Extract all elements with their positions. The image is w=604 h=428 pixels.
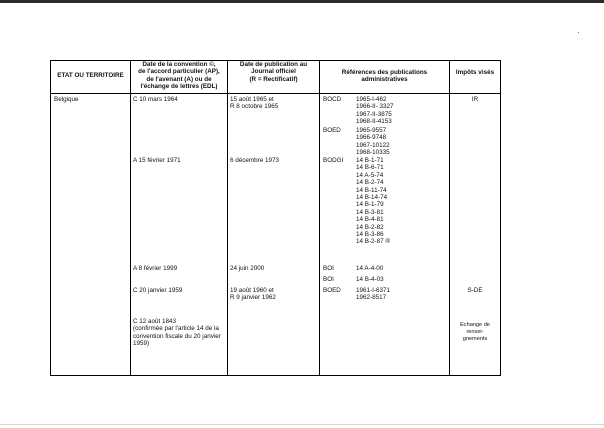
ref-number: 14 B-11-74 — [356, 186, 387, 194]
ref-number: 14 B-4-03 — [356, 276, 384, 283]
publication-line: R 9 janvier 1962 — [230, 294, 276, 302]
scan-edge-top — [0, 0, 604, 3]
ref-number: 1961-I-6371 — [356, 287, 390, 294]
ref-number: 1966-9748 — [356, 134, 387, 142]
header-date-convention-line: de l'avenant (A) ou de — [146, 75, 212, 83]
ref-numbers — [356, 287, 390, 302]
table-border-bottom — [50, 375, 501, 376]
ref-code: BODGI — [323, 157, 344, 164]
col-divider-3 — [319, 60, 320, 376]
ref-number: 1968-10335 — [356, 149, 390, 157]
ref-code: BOCD — [323, 96, 342, 103]
ref-number: 1965-9557 — [356, 127, 387, 134]
header-date-publication-line: Journal officiel — [251, 68, 296, 76]
ref-number: 14 B-6-71 — [356, 164, 384, 172]
header-references-line: Références des publications — [341, 69, 428, 76]
header-taxes: Impôts visés — [455, 69, 495, 76]
ref-number: 14 B-4-81 — [356, 216, 384, 224]
col-divider-2 — [227, 60, 228, 376]
row-date: A 8 février 1999 — [133, 265, 178, 272]
ref-numbers — [356, 127, 390, 157]
table-border-left — [50, 60, 51, 376]
row-date: A 15 février 1971 — [133, 157, 181, 164]
ref-number: 14 B-2-74 — [356, 179, 384, 187]
ref-number: 14 B-2-82 — [356, 223, 384, 231]
scan-speck — [578, 32, 579, 33]
date-line: convention fiscale du 20 janvier — [133, 332, 221, 340]
ref-code: BOI — [323, 265, 334, 272]
header-references — [320, 69, 449, 84]
header-separator — [50, 93, 501, 94]
ref-number: 1965-I-462 — [356, 96, 387, 103]
taxes-line: rensei- — [466, 329, 484, 335]
taxes-line: Echange de — [460, 322, 490, 328]
publication-line: 15 août 1965 et — [230, 96, 274, 103]
ref-number: 14 A-5-74 — [356, 171, 384, 179]
row-publication: 24 juin 2000 — [230, 265, 265, 272]
ref-number: 1967-II-3875 — [356, 110, 392, 118]
ref-numbers — [356, 157, 390, 246]
ref-number: 14 B-2-87 ® — [356, 238, 391, 246]
ref-numbers — [356, 96, 393, 126]
row-date — [133, 318, 221, 348]
date-line: (confirmée par l'article 14 de la — [133, 325, 219, 333]
table-border-right — [500, 60, 501, 376]
date-line: 1959) — [133, 340, 150, 348]
taxes-line: gnements — [462, 336, 488, 342]
ref-number: 1962-8517 — [356, 294, 387, 302]
ref-number: 1966-II- 3327 — [356, 103, 394, 111]
header-date-convention-line: l'échange de lettres (EDL) — [140, 83, 218, 91]
row-publication: 6 décembre 1973 — [230, 157, 280, 164]
header-date-convention — [131, 61, 227, 91]
col-divider-1 — [130, 60, 131, 376]
row-publication — [230, 96, 278, 111]
ref-number: 14 A-4-00 — [356, 265, 384, 272]
ref-code: BOED — [323, 287, 341, 294]
row-date: C 20 janvier 1959 — [133, 287, 183, 294]
country-name: Belgique — [54, 96, 79, 103]
row-date: C 10 mars 1964 — [133, 96, 178, 103]
ref-code: BOED — [323, 127, 341, 134]
header-date-convention-line: Date de la convention ©, — [142, 61, 216, 68]
ref-number: 14 B-3-86 — [356, 231, 384, 239]
ref-code: BOI — [323, 276, 334, 283]
ref-number: 14 B-1-71 — [356, 157, 384, 164]
publication-line: R 8 octobre 1965 — [230, 103, 279, 111]
scan-edge-bottom — [0, 424, 604, 425]
header-references-line: administratives — [361, 76, 408, 84]
header-date-publication-line: (R = Rectificatif) — [249, 75, 298, 83]
ref-number: 14 B-3-81 — [356, 208, 384, 216]
row-publication — [230, 287, 276, 302]
header-date-convention-line: de l'accord particulier (AP), — [138, 68, 220, 76]
publication-line: 19 août 1960 et — [230, 287, 274, 294]
header-state: ETAT OU TERRITOIRE — [57, 72, 124, 79]
date-line: C 12 août 1843 — [133, 318, 177, 325]
row-taxes — [450, 322, 500, 343]
header-date-publication — [228, 61, 319, 83]
ref-number: 1967-10122 — [356, 141, 390, 149]
row-taxes: IR — [471, 96, 479, 103]
ref-number: 1968-II-4153 — [356, 118, 392, 126]
header-date-publication-line: Date de publication au — [239, 61, 308, 68]
row-taxes: S-DE — [467, 287, 483, 294]
ref-number: 14 B-1-79 — [356, 201, 384, 209]
ref-number: 14 B-14-74 — [356, 194, 388, 202]
